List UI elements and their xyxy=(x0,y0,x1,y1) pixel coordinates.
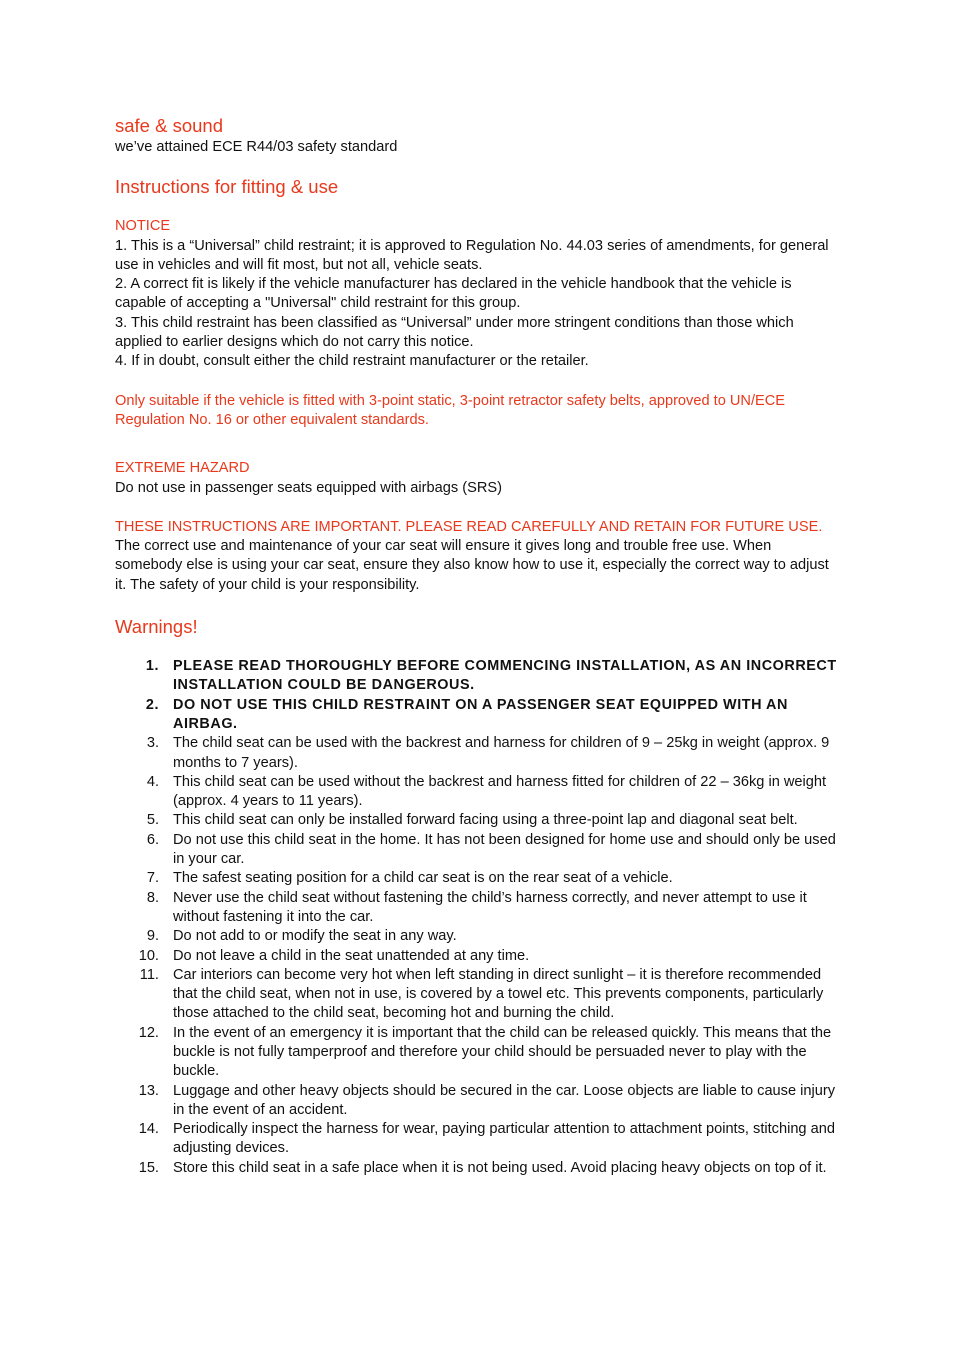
warning-text: The child seat can be used with the backrest and harness for children of 9 – 25kg in weight (approx. 9 months to 7 years). xyxy=(173,735,830,771)
warning-item xyxy=(115,773,840,812)
warning-number: 9. xyxy=(146,928,159,945)
notice-item-2: 2. A correct fit is likely if the vehicle manufacturer has declared in the vehicle handbook that the vehicle is capable of accepting a "Universal" child restraint for this group. xyxy=(115,276,792,312)
warning-item xyxy=(115,947,840,966)
warning-number: 12. xyxy=(138,1024,159,1041)
warning-number: 8. xyxy=(146,889,159,906)
warning-item xyxy=(115,1120,840,1159)
warning-text: This child seat can only be installed forward facing using a three-point lap and diagonal seat belt. xyxy=(173,812,798,829)
warning-number: 3. xyxy=(146,735,159,752)
warning-number: 4. xyxy=(146,773,159,790)
warning-item xyxy=(115,831,840,870)
warning-item xyxy=(115,927,840,946)
warning-text: The safest seating position for a child car seat is on the rear seat of a vehicle. xyxy=(173,870,673,887)
warning-item xyxy=(115,889,840,928)
document-page xyxy=(115,114,840,1178)
notice-heading: NOTICE xyxy=(115,218,171,235)
warning-text: PLEASE READ THOROUGHLY BEFORE COMMENCING INSTALLATION, AS AN INCORRECT INSTALLATION COULD BE DANGEROUS. xyxy=(173,658,837,694)
spacer xyxy=(115,199,840,217)
warning-text: Do not leave a child in the seat unattended at any time. xyxy=(173,947,530,964)
warning-number: 10. xyxy=(138,947,159,964)
warning-number: 5. xyxy=(146,812,159,829)
suitability-note: Only suitable if the vehicle is fitted with 3-point static, 3-point retractor safety belts, approved to UN/ECE Regulation No. 16 or other equivalent standards. xyxy=(115,392,786,428)
warning-text: Luggage and other heavy objects should be secured in the car. Loose objects are liable to cause injury in the event of an accident. xyxy=(173,1082,836,1118)
warning-item xyxy=(115,869,840,888)
notice-item-1: 1. This is a “Universal” child restraint; it is approved to Regulation No. 44.03 series of amendments, for general use in vehicles and will fit most, but not all, vehicle seats. xyxy=(115,237,829,273)
warnings-list xyxy=(115,657,840,1178)
warning-item xyxy=(115,966,840,1024)
warning-text: DO NOT USE THIS CHILD RESTRAINT ON A PASSENGER SEAT EQUIPPED WITH AN AIRBAG. xyxy=(173,696,788,732)
brand-title: safe & sound xyxy=(115,115,223,136)
warning-number: 15. xyxy=(138,1159,159,1176)
warning-item xyxy=(115,811,840,830)
notice-item-4: 4. If in doubt, consult either the child restraint manufacturer or the retailer. xyxy=(115,353,589,370)
warning-number: 7. xyxy=(146,870,159,887)
important-heading: THESE INSTRUCTIONS ARE IMPORTANT. PLEASE READ CAREFULLY AND RETAIN FOR FUTURE USE. xyxy=(115,518,823,535)
notice-item-3: 3. This child restraint has been classified as “Universal” under more stringent conditions than those which applied to earlier designs which do not carry this notice. xyxy=(115,314,794,351)
warning-number: 2. xyxy=(145,696,159,713)
warning-item xyxy=(115,657,840,696)
warning-number: 13. xyxy=(138,1082,159,1099)
warning-text: Store this child seat in a safe place when it is not being used. Avoid placing heavy objects on top of it. xyxy=(173,1159,827,1176)
spacer xyxy=(115,639,840,657)
warning-item xyxy=(115,1082,840,1121)
warning-number: 6. xyxy=(146,831,159,848)
warning-number: 14. xyxy=(138,1121,159,1138)
warning-number: 1. xyxy=(145,658,159,675)
spacer xyxy=(115,595,840,615)
instructions-heading: Instructions for fitting & use xyxy=(115,176,339,198)
warning-text: This child seat can be used without the backrest and harness fitted for children of 22 – 36kg in weight (approx. 4 years to 11 years). xyxy=(173,773,827,810)
warning-text: Do not use this child seat in the home. It has not been designed for home use and should only be used in your car. xyxy=(173,831,836,868)
spacer xyxy=(115,157,840,175)
spacer xyxy=(115,430,840,459)
warning-text: Never use the child seat without fastening the child’s harness correctly, and never attempt to use it without fastening it into the car. xyxy=(173,889,807,925)
standard-subtitle: we’ve attained ECE R44/03 safety standard xyxy=(115,139,398,155)
spacer xyxy=(115,498,840,518)
hazard-heading: EXTREME HAZARD xyxy=(115,460,250,477)
warning-text: Car interiors can become very hot when left standing in direct sunlight – it is therefore recommended that the child seat, when not in use, is covered by a towel etc. This prevents components, particularly those attached to the child seat, becoming hot and burning the child. xyxy=(173,966,824,1022)
important-text: The correct use and maintenance of your car seat will ensure it gives long and trouble free use. When somebody else is using your car seat, ensure they also know how to use it, especially the correct way to adjust it. The safety of your child is your responsibility. xyxy=(115,538,829,593)
warning-item xyxy=(115,734,840,773)
warning-number: 11. xyxy=(139,966,159,983)
warning-item xyxy=(115,1159,840,1178)
warning-item xyxy=(115,696,840,735)
warning-text: Do not add to or modify the seat in any way. xyxy=(173,928,457,945)
spacer xyxy=(115,372,840,392)
warning-item xyxy=(115,1024,840,1082)
warnings-heading: Warnings! xyxy=(115,616,198,638)
warning-text: In the event of an emergency it is important that the child can be released quickly. This means that the buckle is not fully tamperproof and therefore your child should be persuaded never to play with the buckle. xyxy=(173,1024,832,1080)
hazard-text: Do not use in passenger seats equipped with airbags (SRS) xyxy=(115,479,502,496)
warning-text: Periodically inspect the harness for wear, paying particular attention to attachment points, stitching and adjusting devices. xyxy=(173,1121,835,1157)
